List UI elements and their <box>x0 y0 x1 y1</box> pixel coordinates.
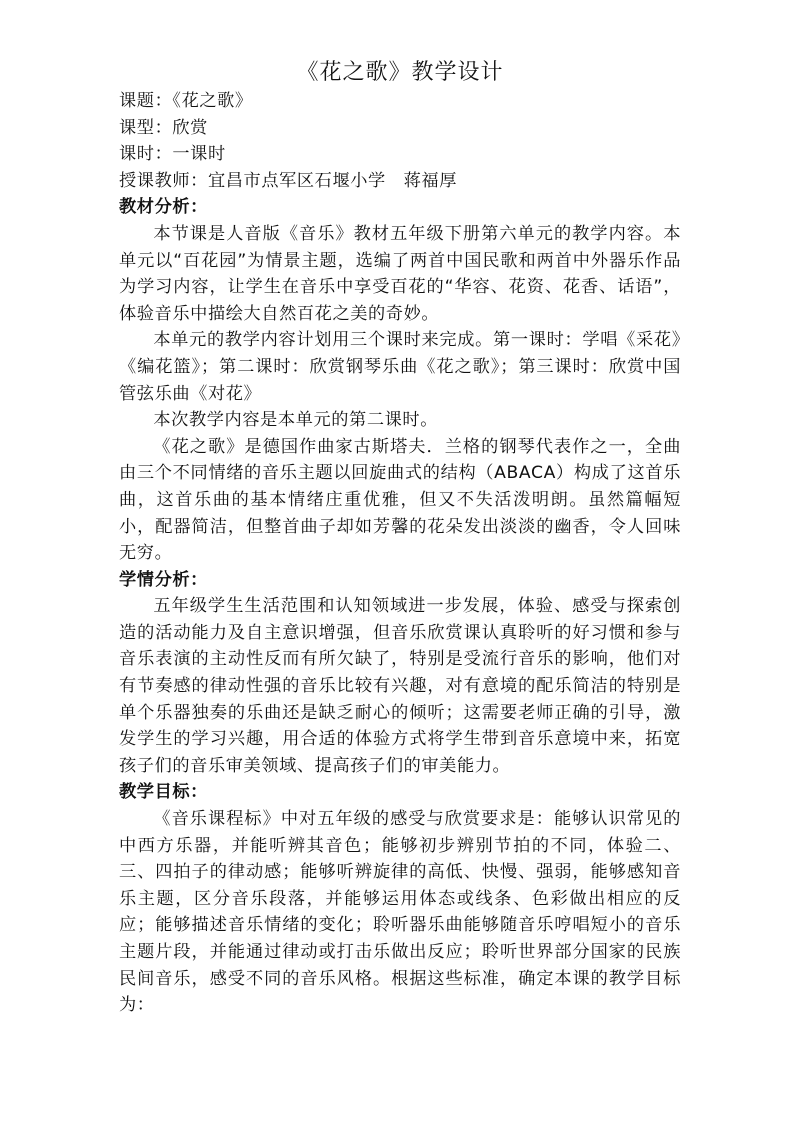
meta-label: 课型： <box>119 117 173 138</box>
paragraph: 五年级学生生活范围和认知领域进一步发展，体验、感受与探索创造的活动能力及自主意识增强，但音乐欣赏课认真聆听的好习惯和参与音乐表演的主动性反而有所欠缺了，特别是受流行音乐的影响，他们对有节奏感的律动性强的音乐比较有兴趣，对有意境的配乐简洁的特别是单个乐器独奏的乐曲还是缺乏耐心的倾听；这需要老师正确的引导，激发学生的学习兴趣，用合适的体验方式将学生带到音乐意境中来，拓宽孩子们的音乐审美领域、提高孩子们的审美能力。 <box>119 596 681 776</box>
paragraph: 本单元的教学内容计划用三个课时来完成。第一课时：学唱《采花》《编花篮》；第二课时：欣赏钢琴乐曲《花之歌》；第三课时：欣赏中国管弦乐曲《对花》 <box>119 330 681 404</box>
meta-value: 欣赏 <box>172 117 208 138</box>
meta-label: 课题： <box>119 91 173 111</box>
paragraph: 本次教学内容是本单元的第二课时。 <box>153 410 438 431</box>
meta-topic <box>119 88 681 115</box>
document-title: 《花之歌》教学设计 <box>296 60 504 85</box>
meta-label: 课时： <box>119 144 173 165</box>
meta-period <box>119 141 681 168</box>
meta-value: 一课时 <box>172 144 226 165</box>
document-page <box>119 58 681 1019</box>
section-heading-students: 学情分析： <box>119 569 208 590</box>
section-heading-objectives: 教学目标： <box>119 782 208 803</box>
meta-teacher <box>119 168 681 195</box>
paragraph: 《花之歌》是德国作曲家古斯塔夫．兰格的钢琴代表作之一，全曲由三个不同情绪的音乐主题以回旋曲式的结构（ABACA）构成了这首乐曲，这首乐曲的基本情绪庄重优雅，但又不失活泼明朗。虽然篇幅短小，配器简洁，但整首曲子却如芳馨的花朵发出淡淡的幽香，令人回味无穷。 <box>119 436 681 564</box>
paragraph: 本节课是人音版《音乐》教材五年级下册第六单元的教学内容。本单元以“百花园”为情景主题，选编了两首中国民歌和两首中外器乐作品为学习内容，让学生在音乐中享受百花的“华容、花资、花香、话语”，体验音乐中描绘大自然百花之美的奇妙。 <box>119 223 681 324</box>
meta-value: 宜昌市点军区石堰小学 蒋福厚 <box>207 170 457 191</box>
meta-label: 授课教师： <box>119 170 208 191</box>
paragraph: 《音乐课程标》中对五年级的感受与欣赏要求是：能够认识常见的中西方乐器，并能听辨其音色；能够初步辨别节拍的不同，体验二、三、四拍子的律动感；能够听辨旋律的高低、快慢、强弱，能够感知音乐主题，区分音乐段落，并能够运用体态或线条、色彩做出相应的反应；能够描述音乐情绪的变化；聆听器乐曲能够随音乐哼唱短小的音乐主题片段，并能通过律动或打击乐做出反应；聆听世界部分国家的民族民间音乐，感受不同的音乐风格。根据这些标准，确定本课的教学目标为： <box>119 809 681 1016</box>
section-heading-material: 教材分析： <box>119 197 208 218</box>
meta-value: 《花之歌》 <box>172 91 253 111</box>
meta-type <box>119 115 681 142</box>
